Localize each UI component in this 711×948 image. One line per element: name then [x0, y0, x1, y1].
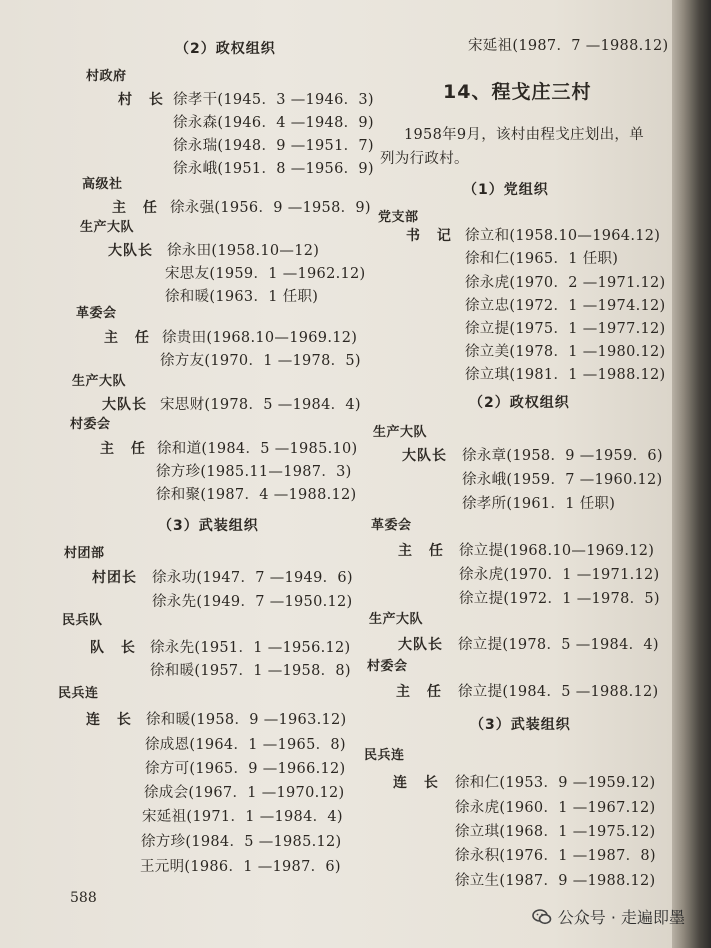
tenure-entry: 徐永峨(1959．7 —1960.12): [462, 472, 663, 488]
tenure-entry: 徐方友(1970．1 —1978．5): [160, 353, 361, 369]
role-label: 大队长: [108, 243, 153, 259]
role-label: 队 长: [90, 640, 141, 656]
org-heading: 村团部: [64, 546, 105, 561]
page-edge: [672, 0, 711, 948]
tenure-entry: 徐永虎(1970．1 —1971.12): [459, 567, 660, 583]
tenure-entry: 徐永功(1947．7 —1949．6): [152, 570, 353, 586]
section-heading: （1）党组织: [463, 182, 549, 198]
tenure-entry: 徐立忠(1972．1 —1974.12): [465, 298, 666, 314]
tenure-entry: 徐和道(1984．5 —1985.10): [157, 441, 358, 457]
tenure-entry: 徐立琪(1981．1 —1988.12): [465, 367, 666, 383]
tenure-entry: 徐永瑞(1948．9 —1951．7): [173, 138, 374, 154]
role-label: 主 任: [398, 543, 449, 559]
tenure-entry: 徐永先(1951．1 —1956.12): [150, 640, 351, 656]
tenure-entry: 徐永虎(1960．1 —1967.12): [455, 800, 656, 816]
tenure-entry: 宋延祖(1971．1 —1984．4): [142, 809, 343, 825]
page-number: 588: [70, 890, 97, 906]
org-heading: 民兵连: [364, 748, 405, 763]
org-heading: 革委会: [371, 518, 412, 533]
tenure-entry: 王元明(1986．1 —1987．6): [140, 859, 341, 875]
tenure-entry: 徐永虎(1970．2 —1971.12): [465, 275, 666, 291]
tenure-entry: 徐贵田(1968.10—1969.12): [162, 330, 358, 346]
tenure-entry: 徐永森(1946．4 —1948．9): [173, 115, 374, 131]
tenure-entry: 徐和暖(1958．9 —1963.12): [146, 712, 347, 728]
org-heading: 党支部: [378, 210, 419, 225]
watermark: [532, 905, 685, 928]
tenure-entry: 徐永先(1949．7 —1950.12): [152, 594, 353, 610]
chapter-title: 14、程戈庄三村: [443, 81, 592, 103]
tenure-entry: 徐成会(1967．1 —1970.12): [144, 785, 345, 801]
role-label: 主 任: [112, 200, 163, 216]
tenure-entry: 徐永峨(1951．8 —1956．9): [173, 161, 374, 177]
org-heading: 村委会: [367, 659, 408, 674]
tenure-entry: 徐立提(1968.10—1969.12): [459, 543, 655, 559]
tenure-entry: 徐立提(1975．1 —1977.12): [465, 321, 666, 337]
role-label: 主 任: [100, 441, 151, 457]
role-label: 大队长: [402, 448, 447, 464]
tenure-entry: 徐永章(1958．9 —1959．6): [462, 448, 663, 464]
org-heading: 生产大队: [80, 220, 135, 235]
tenure-entry: 徐孝干(1945．3 —1946．3): [173, 92, 374, 108]
tenure-entry: 徐立和(1958.10—1964.12): [465, 228, 661, 244]
org-heading: 生产大队: [72, 374, 127, 389]
section-heading: （2）政权组织: [469, 395, 570, 411]
tenure-entry: 徐立琪(1968．1 —1975.12): [455, 824, 656, 840]
section-heading: （3）武装组织: [158, 518, 259, 534]
role-label: 主 任: [104, 330, 155, 346]
role-label: 村 长: [118, 92, 169, 108]
tenure-entry: 徐永田(1958.10—12): [167, 243, 320, 259]
tenure-entry: 徐永积(1976．1 —1987．8): [455, 848, 656, 864]
tenure-entry: 徐方可(1965．9 —1966.12): [145, 761, 346, 777]
tenure-entry: 徐和仁(1953．9 —1959.12): [455, 775, 656, 791]
intro-text: 1958年9月，该村由程戈庄划出，单: [404, 127, 645, 143]
tenure-entry: 宋思友(1959．1 —1962.12): [165, 266, 366, 282]
org-heading: 村政府: [86, 69, 127, 84]
role-label: 大队长: [102, 397, 147, 413]
role-label: 村团长: [92, 570, 137, 586]
tenure-entry: 徐孝所(1961．1 任职): [462, 496, 616, 512]
tenure-entry: 徐和暖(1957．1 —1958．8): [150, 663, 351, 679]
org-heading: 民兵队: [62, 613, 103, 628]
tenure-entry: 徐和仁(1965．1 任职): [465, 251, 619, 267]
role-label: 书 记: [406, 228, 457, 244]
wechat-icon: [532, 909, 552, 925]
tenure-entry: 宋延祖(1987．7 —1988.12): [468, 38, 669, 54]
watermark-text: 公众号 · 走遍即墨: [557, 908, 685, 927]
org-heading: 民兵连: [58, 686, 99, 701]
org-heading: 革委会: [76, 306, 117, 321]
tenure-entry: 徐和暖(1963．1 任职): [165, 289, 319, 305]
tenure-entry: 徐方珍(1984．5 —1985.12): [141, 834, 342, 850]
tenure-entry: 宋思财(1978．5 —1984．4): [160, 397, 361, 413]
tenure-entry: 徐永强(1956．9 —1958．9): [170, 200, 371, 216]
tenure-entry: 徐立提(1978．5 —1984．4): [458, 637, 659, 653]
tenure-entry: 徐立提(1984．5 —1988.12): [458, 684, 659, 700]
org-heading: 高级社: [82, 177, 123, 192]
role-label: 连 长: [86, 712, 137, 728]
org-heading: 生产大队: [373, 425, 428, 440]
section-heading: （3）武装组织: [470, 717, 571, 733]
tenure-entry: 徐立提(1972．1 —1978．5): [459, 591, 660, 607]
section-heading: （2）政权组织: [175, 41, 276, 57]
intro-text: 列为行政村。: [380, 151, 469, 167]
role-label: 大队长: [398, 637, 443, 653]
tenure-entry: 徐立美(1978．1 —1980.12): [465, 344, 666, 360]
role-label: 主 任: [396, 684, 447, 700]
org-heading: 生产大队: [369, 612, 424, 627]
tenure-entry: 徐和聚(1987．4 —1988.12): [156, 487, 357, 503]
tenure-entry: 徐成恩(1964．1 —1965．8): [145, 737, 346, 753]
tenure-entry: 徐方珍(1985.11—1987．3): [156, 464, 352, 480]
role-label: 连 长: [393, 775, 444, 791]
tenure-entry: 徐立生(1987．9 —1988.12): [455, 873, 656, 889]
org-heading: 村委会: [70, 417, 111, 432]
